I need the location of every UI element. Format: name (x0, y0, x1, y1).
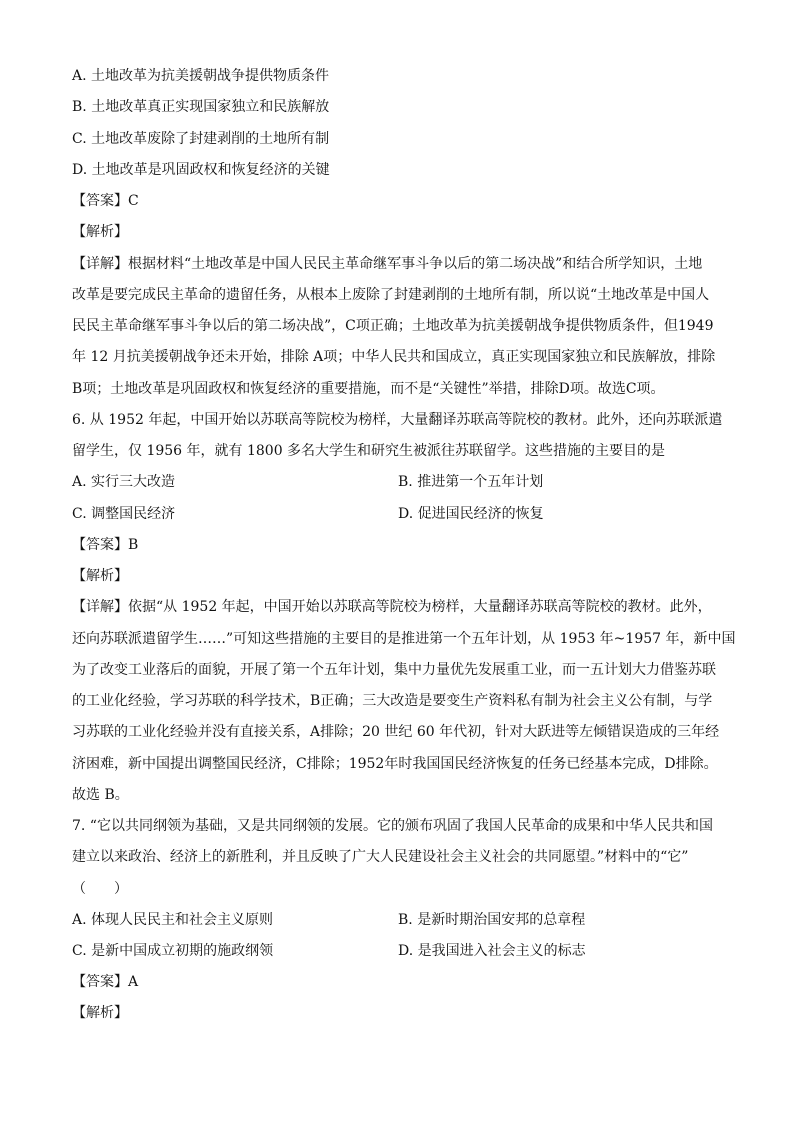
q6-stem-line-2: 留学生，仅 1956 年，就有 1800 多名大学生和研究生被派往苏联留学。这些措施的主要目的是 (72, 443, 666, 459)
q6-detail-line-4: 的工业化经验，学习苏联的科学技术，B正确；三大改造是要变生产资料私有制为社会主义公有制，与学 (72, 693, 713, 709)
q6-detail-line-7: 故选 B。 (72, 787, 129, 803)
q6-analysis-label: 【解析】 (72, 568, 128, 584)
q5-option-b: B. 土地改革真正实现国家独立和民族解放 (72, 99, 330, 115)
q5-analysis-label: 【解析】 (72, 224, 128, 240)
q7-option-c: C. 是新中国成立初期的施政纲领 (72, 943, 274, 959)
q5-detail-line-3: 民民主革命继军事斗争以后的第二场决战”，C项正确；土地改革为抗美援朝战争提供物质条件，但1949 (72, 318, 714, 334)
q5-detail-line-2: 改革是要完成民主革命的遗留任务，从根本上废除了封建剥削的土地所有制，所以说“土地改革是中国人 (72, 287, 710, 303)
q7-stem-blank: （ ） (72, 881, 128, 897)
q7-stem-line-1: 7. “它以共同纲领为基础，又是共同纲领的发展。它的颁布巩固了我国人民革命的成果和中华人民共和国 (72, 818, 713, 834)
q5-answer: 【答案】C (72, 193, 139, 209)
q6-option-a: A. 实行三大改造 (72, 474, 176, 490)
q6-option-d: D. 促进国民经济的恢复 (398, 506, 544, 522)
q6-detail-line-5: 习苏联的工业化经验并没有直接关系，A排除；20 世纪 60 年代初，针对大跃进等左倾错误造成的三年经 (72, 724, 720, 740)
q6-detail-line-2: 还向苏联派遣留学生……”可知这些措施的主要目的是推进第一个五年计划，从 1953 年~1957 年，新中国 (72, 631, 736, 647)
q7-answer: 【答案】A (72, 974, 139, 990)
q7-option-a: A. 体现人民民主和社会主义原则 (72, 912, 274, 928)
q7-option-d: D. 是我国进入社会主义的标志 (398, 943, 586, 959)
q7-stem-line-2: 建立以来政治、经济上的新胜利，并且反映了广大人民建设社会主义社会的共同愿望。”材料中的“它” (72, 849, 689, 865)
q5-detail-line-4: 年 12 月抗美援朝战争还未开始，排除 A项；中华人民共和国成立，真正实现国家独立和民族解放，排除 (72, 349, 716, 365)
q5-option-a: A. 土地改革为抗美援朝战争提供物质条件 (72, 68, 330, 84)
q6-detail-line-3: 为了改变工业落后的面貌，开展了第一个五年计划，集中力量优先发展重工业，而一五计划大力借鉴苏联 (72, 662, 716, 678)
q6-option-c: C. 调整国民经济 (72, 506, 176, 522)
q5-detail-line-5: B项；土地改革是巩固政权和恢复经济的重要措施，而不是“关键性”举措，排除D项。故选C项。 (72, 381, 665, 397)
q6-detail-line-1: 【详解】依据“从 1952 年起，中国开始以苏联高等院校为榜样，大量翻译苏联高等院校的教材。此外， (72, 599, 712, 615)
q6-detail-line-6: 济困难，新中国提出调整国民经济，C排除；1952年时我国国民经济恢复的任务已经基本完成，D排除。 (72, 756, 718, 772)
q7-analysis-label: 【解析】 (72, 1005, 128, 1021)
q5-option-c: C. 土地改革废除了封建剥削的土地所有制 (72, 131, 330, 147)
q6-option-b: B. 推进第一个五年计划 (398, 474, 544, 490)
q6-answer: 【答案】B (72, 537, 139, 553)
q5-detail-line-1: 【详解】根据材料“土地改革是中国人民民主革命继军事斗争以后的第二场决战”和结合所学知识，土地 (72, 256, 703, 272)
q6-stem-line-1: 6. 从 1952 年起，中国开始以苏联高等院校为榜样，大量翻译苏联高等院校的教材。此外，还向苏联派遣 (72, 412, 723, 428)
q7-option-b: B. 是新时期治国安邦的总章程 (398, 912, 586, 928)
q5-option-d: D. 土地改革是巩固政权和恢复经济的关键 (72, 162, 330, 178)
